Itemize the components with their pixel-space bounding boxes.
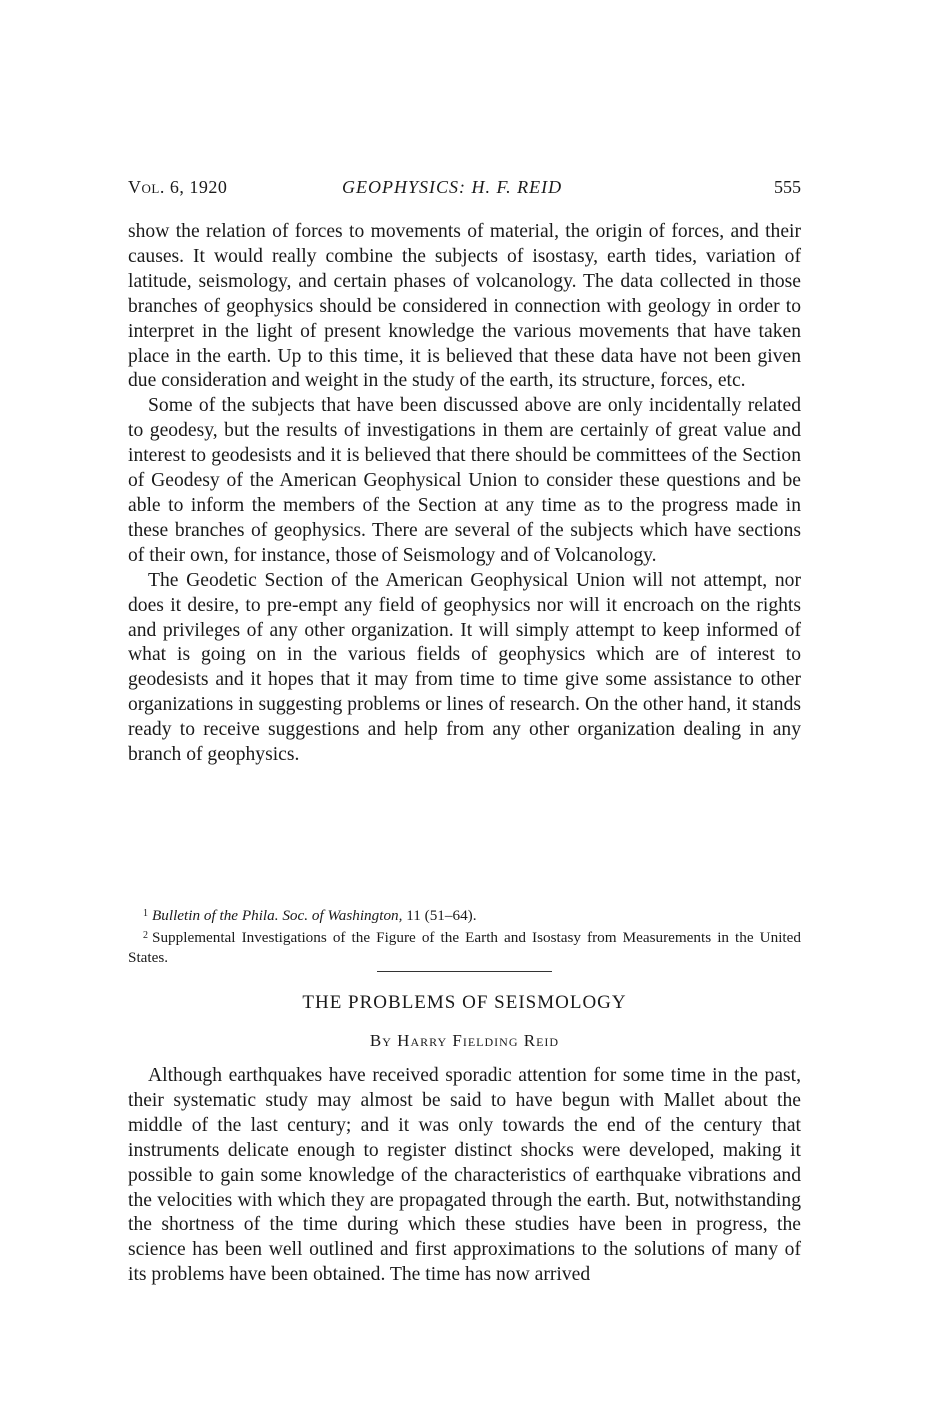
previous-article-body (128, 220, 801, 768)
footnote-1-source: Bulletin of the Phila. Soc. of Washington, (152, 907, 403, 924)
section-divider (377, 971, 552, 972)
body-paragraph-1: show the relation of forces to movements of material, the origin of forces, and their causes. It would really combine the subjects of isostasy, earth tides, variation of latitude, seismology, and certain phases of volcanology. The data collected in those branches of geophysics should be considered in connection with geology in order to interpret in the light of present knowledge the various movements that have taken place in the earth. Up to this time, it is believed that these data have not been given due consideration and weight in the study of the earth, its structure, forces, etc. (128, 221, 801, 392)
running-header (128, 177, 801, 205)
footnote-1 (128, 904, 801, 926)
article-paragraph-1: Although earthquakes have received sporadic attention for some time in the past, their systematic study may almost be said to have begun with Mallet about the middle of the last century; and it was only towards the end of the century that instruments delicate enough to register distinct shocks were developed, making it possible to gain some knowledge of the characteristics of earthquake vibrations and the velocities with which they are propagated through the earth. But, notwithstanding the shortness of the time during which these studies have been in progress, the science has been well outlined and first approximations to the solutions of many of its problems have been obtained. The time has now arrived (128, 1065, 801, 1286)
body-paragraph-3: The Geodetic Section of the American Geophysical Union will not attempt, nor does it desire, to pre-empt any field of geophysics nor will it encroach on the rights and privileges of any other organization. It will simply attempt to keep informed of what is going on in the various fields of geophysics which are of interest to geodesists and it hopes that it may from time to time give some assistance to other organizations in suggesting problems or lines of research. On the other hand, it stands ready to receive suggestions and help from any other organization dealing in any branch of geophysics. (128, 569, 801, 766)
footnotes (128, 904, 801, 968)
footnote-2-text: Supplemental Investigations of the Figure of the Earth and Isostasy from Measurements in the United States. (128, 929, 801, 966)
article-body (128, 1064, 801, 1288)
footnote-1-citation: 11 (51–64). (402, 907, 477, 924)
footnote-marker-2: 2 (143, 930, 148, 941)
article-title: THE PROBLEMS OF SEISMOLOGY (302, 992, 627, 1013)
body-paragraph-2: Some of the subjects that have been discussed above are only incidentally related to geodesy, but the results of investigations in them are certainly of great value and interest to geodesists and it is believed that there should be committees of the Section of Geodesy of the American Geophysical Union to consider these questions and be able to inform the members of the Section at any time as to the progress made in these branches of geophysics. There are several of the subjects which have sections of their own, for instance, those of Seismology and of Volcanology. (128, 395, 801, 566)
footnote-marker-1: 1 (143, 908, 148, 919)
footnote-2 (128, 926, 801, 968)
running-title: GEOPHYSICS: H. F. REID (342, 177, 563, 197)
article-byline: By Harry Fielding Reid (369, 1031, 560, 1050)
volume-label: Vol. 6, 1920 (128, 177, 228, 197)
page-number: 555 (774, 177, 801, 197)
